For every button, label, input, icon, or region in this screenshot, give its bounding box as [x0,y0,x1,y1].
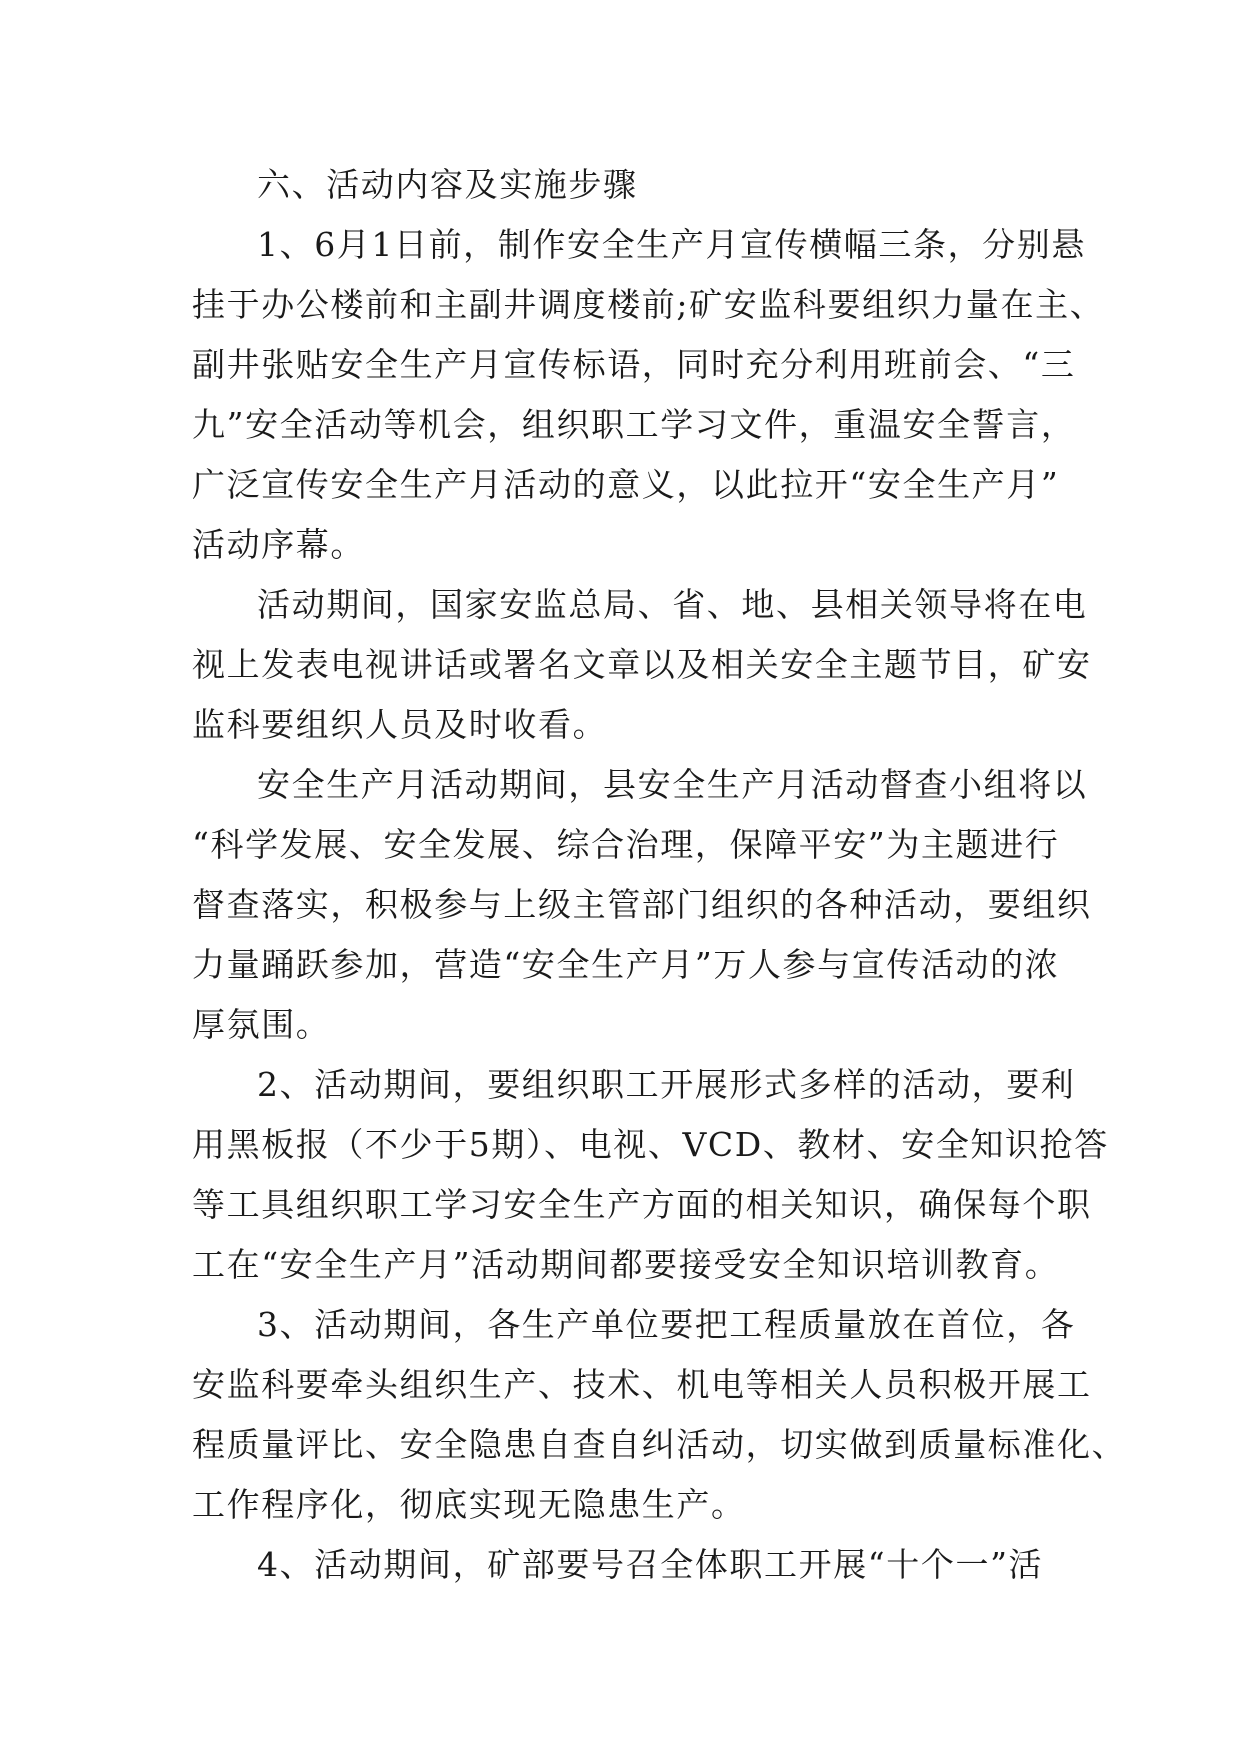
text-line: 2、活动期间，要组织职工开展形式多样的活动，要利 [257,1065,1076,1104]
text-line: 1、6月1日前，制作安全生产月宣传横幅三条，分别悬 [257,225,1086,264]
text-line: 活动序幕。 [192,525,365,564]
text-line: 督查落实，积极参与上级主管部门组织的各种活动，要组织 [192,885,1092,924]
text-line: 4、活动期间，矿部要号召全体职工开展“十个一”活 [257,1545,1044,1584]
text-line: 广泛宣传安全生产月活动的意义，以此拉开“安全生产月” [192,465,1060,504]
text-line: 程质量评比、安全隐患自查自纠活动，切实做到质量标准化、 [192,1425,1127,1464]
text-line: 厚氛围。 [192,1005,331,1044]
text-line: 工作程序化，彻底实现无隐患生产。 [192,1485,746,1524]
text-line: 挂于办公楼前和主副井调度楼前;矿安监科要组织力量在主、 [192,285,1105,324]
text-line: 3、活动期间，各生产单位要把工程质量放在首位，各 [257,1305,1076,1344]
text-line: 等工具组织职工学习安全生产方面的相关知识，确保每个职 [192,1185,1092,1224]
text-line: 活动期间，国家安监总局、省、地、县相关领导将在电 [257,585,1088,624]
text-line: 工在“安全生产月”活动期间都要接受安全知识培训教育。 [192,1245,1060,1284]
text-line: 视上发表电视讲话或署名文章以及相关安全主题节目，矿安 [192,645,1092,684]
text-line: 安监科要牵头组织生产、技术、机电等相关人员积极开展工 [192,1365,1092,1404]
text-line: 力量踊跃参加，营造“安全生产月”万人参与宣传活动的浓 [192,945,1060,984]
text-line: 安全生产月活动期间，县安全生产月活动督查小组将以 [257,765,1088,804]
text-line: 九”安全活动等机会，组织职工学习文件，重温安全誓言， [192,405,1076,444]
text-line: 监科要组织人员及时收看。 [192,705,608,744]
text-line: “科学发展、安全发展、综合治理，保障平安”为主题进行 [192,825,1060,864]
section-heading: 六、活动内容及实施步骤 [257,165,638,204]
text-line: 副井张贴安全生产月宣传标语，同时充分利用班前会、“三 [192,345,1076,384]
text-line: 用黑板报（不少于5期）、电视、VCD、教材、安全知识抢答 [192,1125,1109,1164]
